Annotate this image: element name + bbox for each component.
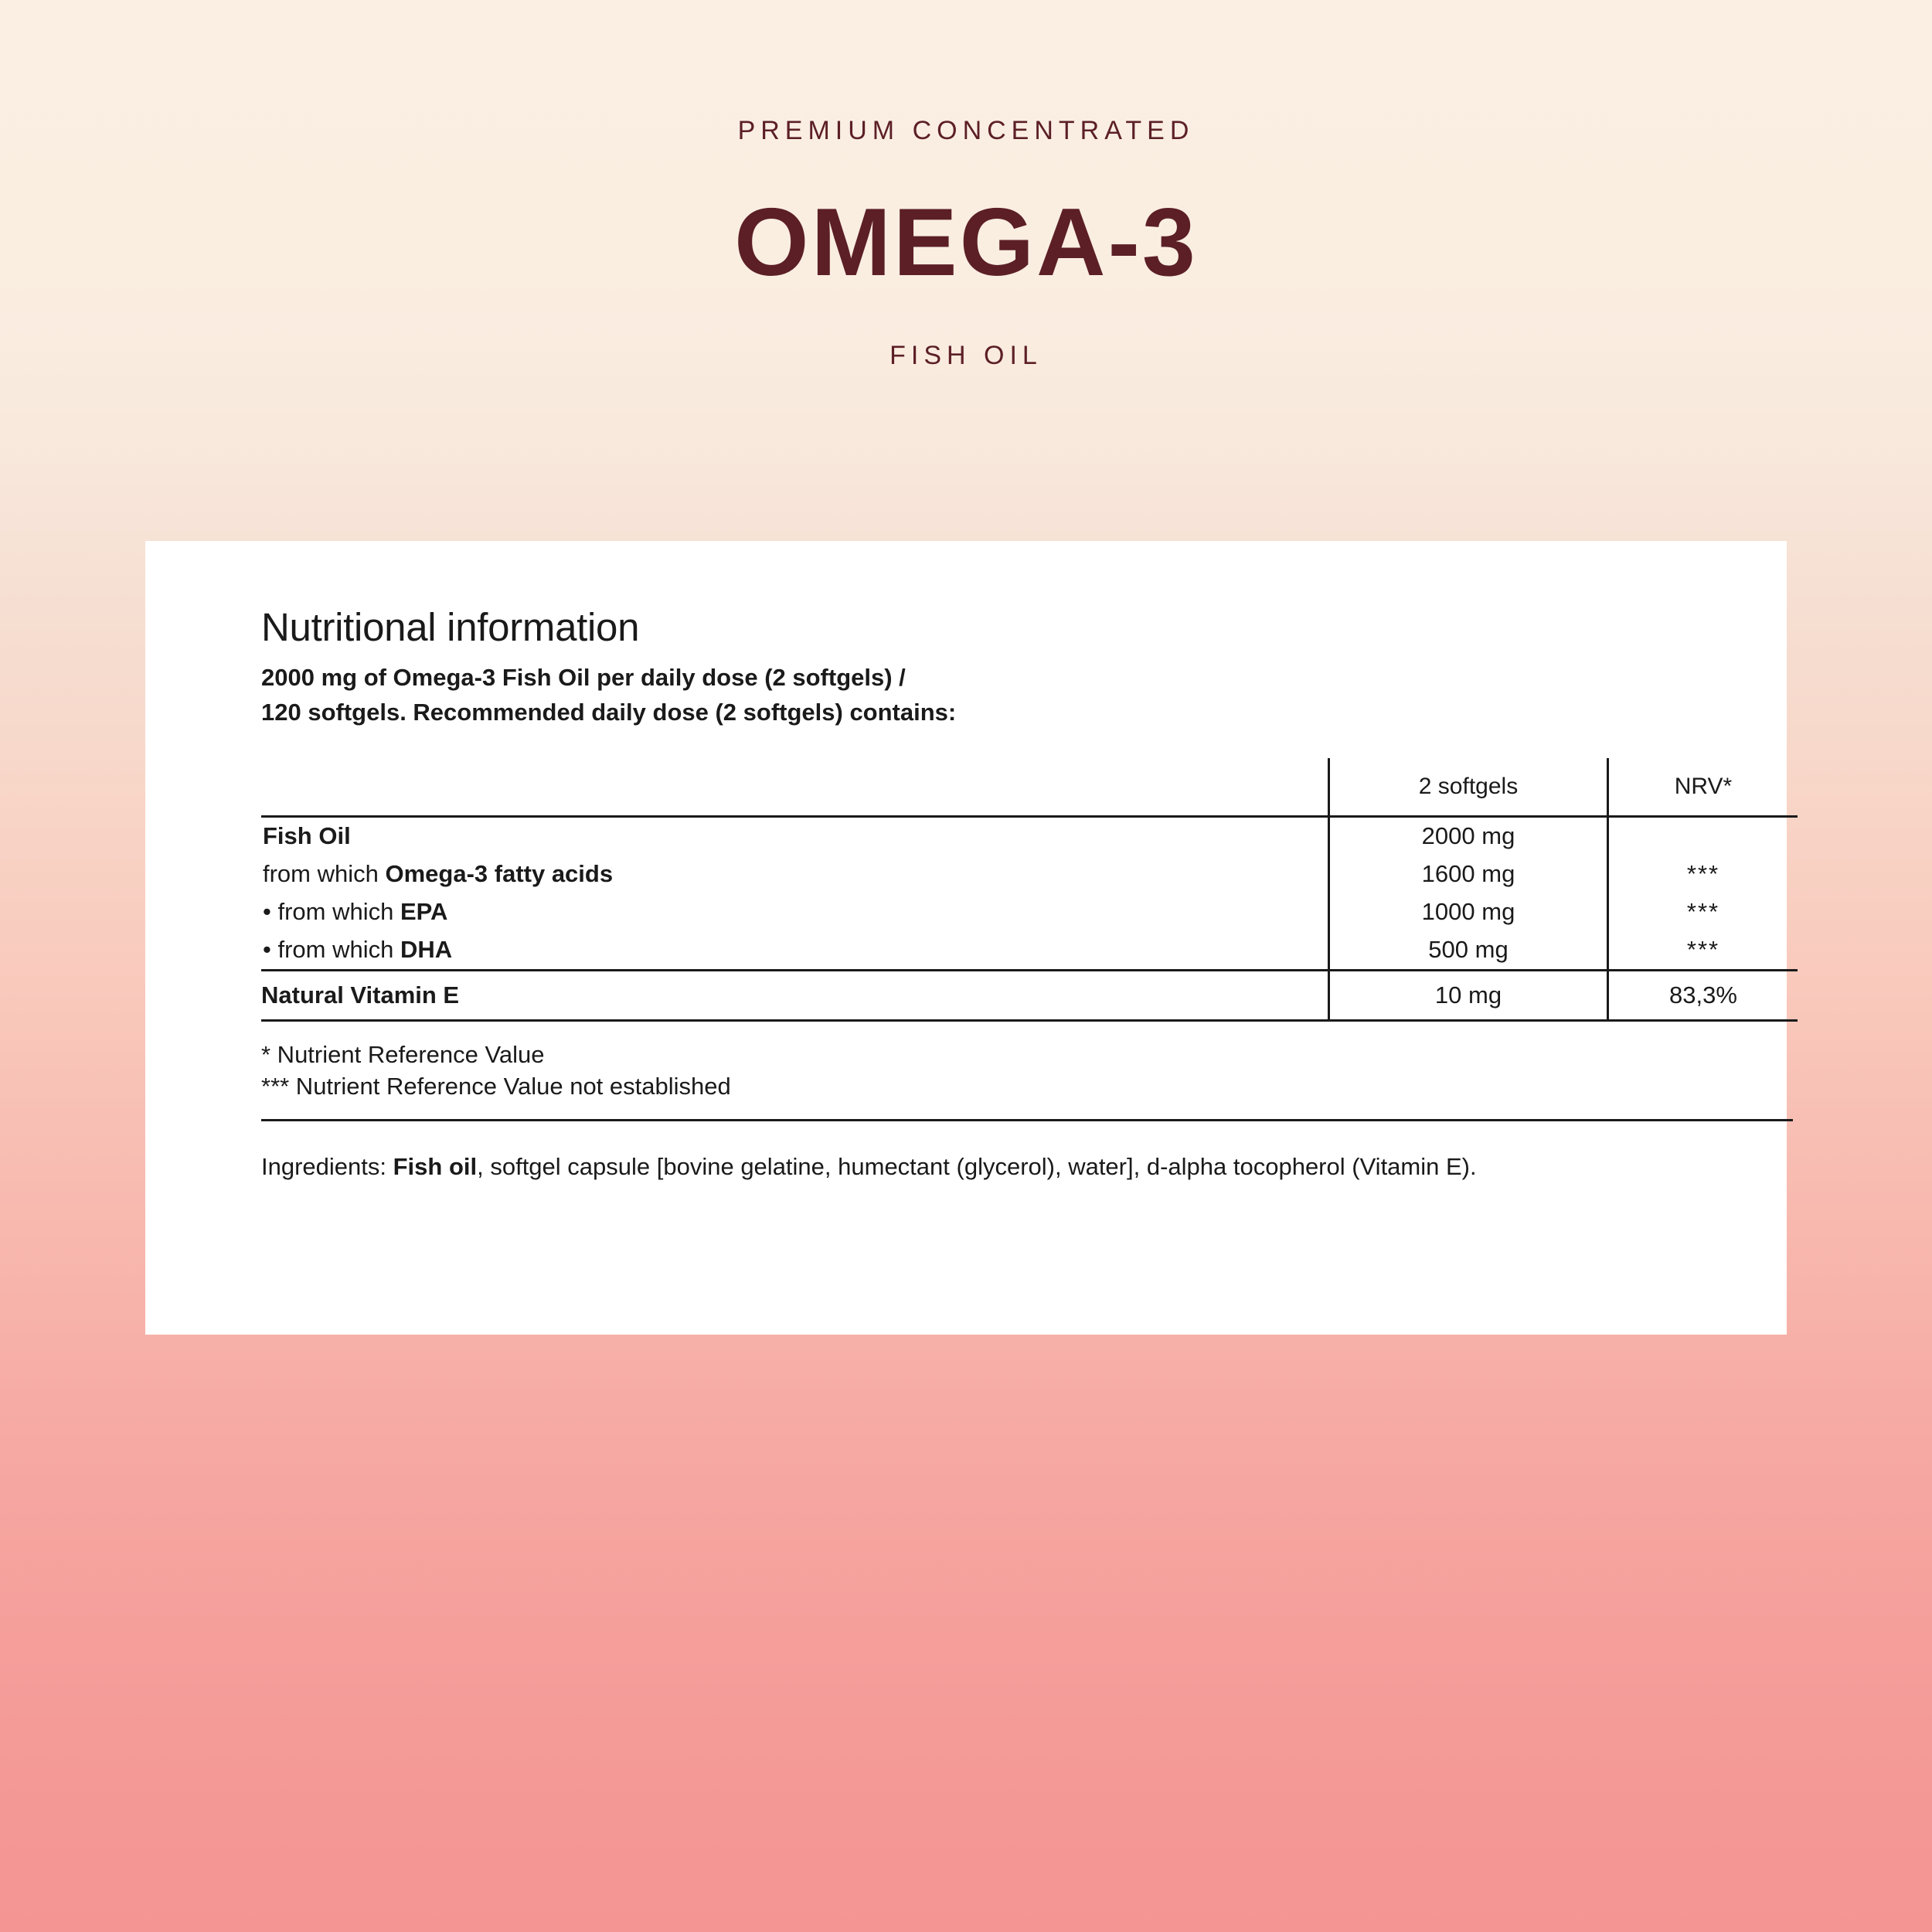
ingredients-text (261, 1151, 1793, 1184)
row-nrv: *** (1608, 855, 1798, 893)
row-nrv: *** (1608, 931, 1798, 969)
row-name-bold: EPA (400, 898, 448, 926)
row-amount: 10 mg (1329, 970, 1608, 1020)
row-name-bold: Fish Oil (263, 822, 351, 850)
panel-subtitle-line2: 120 softgels. Recommended daily dose (2 softgels) contains: (261, 698, 957, 726)
table-row (261, 931, 1798, 969)
row-name (261, 893, 1329, 931)
ingredients-label: Ingredients: (261, 1153, 393, 1181)
row-name-bold: Omega-3 fatty acids (385, 860, 614, 888)
row-name-bold: Natural Vitamin E (261, 981, 460, 1009)
row-nrv: 83,3% (1608, 970, 1798, 1020)
row-amount: 1000 mg (1329, 893, 1608, 931)
panel-title: Nutritional information (261, 605, 640, 649)
table-header-row (261, 758, 1798, 817)
product-header (0, 116, 1932, 371)
ingredients-bold: Fish oil (393, 1153, 478, 1181)
header-cell-amount: 2 softgels (1329, 758, 1608, 817)
table-row (261, 816, 1798, 855)
footnote-nrv: * Nutrient Reference Value (261, 1040, 545, 1068)
row-name-plain: from which (263, 860, 386, 888)
row-name (261, 931, 1329, 969)
row-nrv: *** (1608, 893, 1798, 931)
row-nrv (1608, 816, 1798, 855)
table-row-vitamin-e (261, 970, 1798, 1020)
row-name-plain: • from which (263, 936, 400, 964)
row-amount: 500 mg (1329, 931, 1608, 969)
nutrition-table (261, 758, 1798, 1022)
header-cell-name (261, 758, 1329, 817)
panel-subtitle-line1: 2000 mg of Omega-3 Fish Oil per daily dose (2 softgels) / (261, 664, 906, 691)
nutrition-card (145, 541, 1787, 1335)
row-amount: 2000 mg (1329, 816, 1608, 855)
panel-subtitle (261, 661, 1702, 730)
row-amount: 1600 mg (1329, 855, 1608, 893)
footnotes (261, 1039, 1702, 1102)
ingredients-rest: , softgel capsule [bovine gelatine, humectant (glycerol), water], d-alpha tocopherol (Vitamin E). (477, 1153, 1477, 1181)
footnote-nrv-not-established: *** Nutrient Reference Value not established (261, 1073, 731, 1100)
row-name (261, 816, 1329, 855)
product-subtitle: FISH OIL (889, 341, 1043, 371)
product-title: OMEGA-3 (734, 189, 1198, 296)
row-name-plain: • from which (263, 898, 400, 926)
row-name (261, 855, 1329, 893)
product-eyebrow: PREMIUM CONCENTRATED (737, 116, 1195, 145)
row-name (261, 970, 1329, 1020)
header-cell-nrv: NRV* (1608, 758, 1798, 817)
table-row (261, 855, 1798, 893)
row-name-bold: DHA (400, 936, 453, 964)
table-row (261, 893, 1798, 931)
section-divider (261, 1119, 1793, 1121)
